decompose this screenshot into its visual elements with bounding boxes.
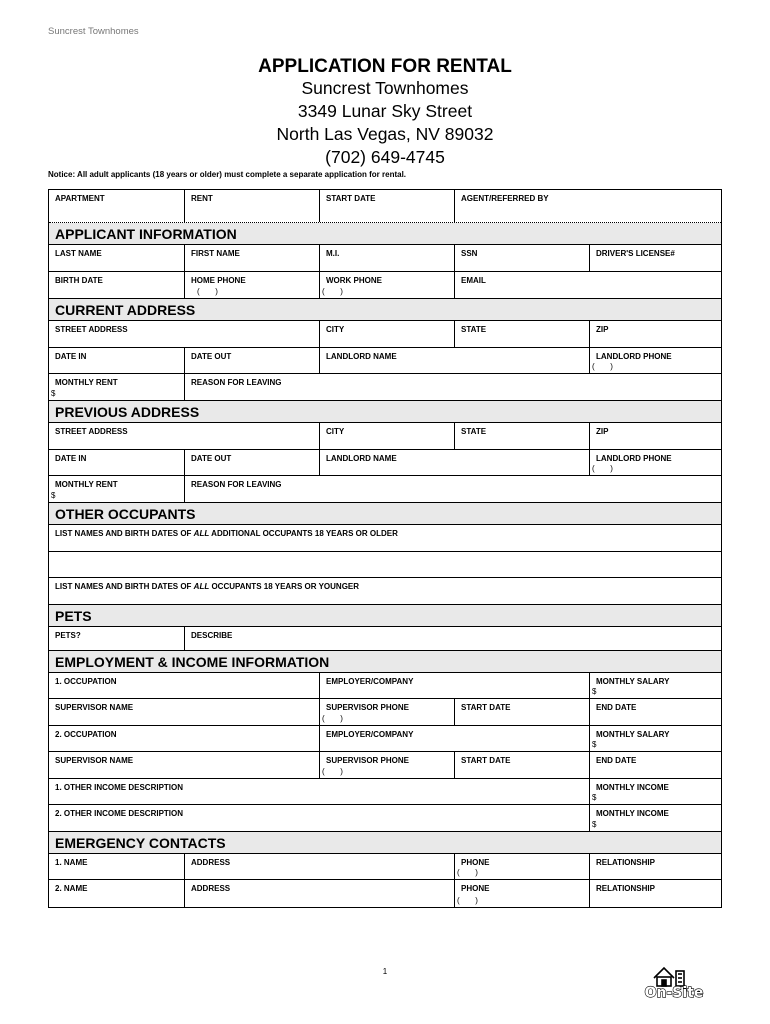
contact2-phone-field[interactable] <box>454 880 589 907</box>
current-street-field[interactable] <box>49 321 319 347</box>
minor-occupants-label: LIST NAMES AND BIRTH DATES OF ALL OCCUPANTS 18 YEARS OR YOUNGER <box>55 582 360 591</box>
section-emergency-contacts <box>49 832 721 854</box>
supervisor-phone-label: SUPERVISOR PHONE <box>326 703 409 712</box>
previous-street-row <box>49 423 721 450</box>
other-income1-row <box>49 779 721 805</box>
section-applicant-information <box>49 223 721 245</box>
previous-date-out-field[interactable] <box>184 450 319 475</box>
supervisor1-field[interactable] <box>49 699 319 725</box>
adult-occupants-label: LIST NAMES AND BIRTH DATES OF ALL ADDITIONAL OCCUPANTS 18 YEARS OR OLDER <box>55 529 398 538</box>
phone-area-code: ( ) <box>457 896 478 905</box>
relationship-label: RELATIONSHIP <box>596 858 655 867</box>
supervisor-phone1-field[interactable] <box>319 699 454 725</box>
occupation-label: 2. OCCUPATION <box>55 730 117 739</box>
describe-label: DESCRIBE <box>191 631 233 640</box>
email-field[interactable] <box>454 272 721 298</box>
previous-city-field[interactable] <box>319 423 454 449</box>
employer-label: EMPLOYER/COMPANY <box>326 677 414 686</box>
first-name-label: FIRST NAME <box>191 249 240 258</box>
start-date-label: START DATE <box>326 194 376 203</box>
supervisor1-row <box>49 699 721 726</box>
street-label: STREET ADDRESS <box>55 427 128 436</box>
rental-application-form <box>48 189 722 908</box>
phone-label: PHONE <box>461 884 490 893</box>
monthly-rent-label: MONTHLY RENT <box>55 378 118 387</box>
page-number: 1 <box>382 967 388 976</box>
name-label: 2. NAME <box>55 884 88 893</box>
current-date-in-field[interactable] <box>49 348 184 373</box>
start-date1-field[interactable] <box>454 699 589 725</box>
current-date-out-field[interactable] <box>184 348 319 373</box>
dollar-sign: $ <box>592 740 597 749</box>
phone-area-code: ( ) <box>592 464 613 473</box>
dollar-sign: $ <box>592 820 597 829</box>
city-label: CITY <box>326 427 345 436</box>
previous-street-field[interactable] <box>49 423 319 449</box>
drivers-license-field[interactable] <box>589 245 721 271</box>
address-label: ADDRESS <box>191 858 231 867</box>
address-label: ADDRESS <box>191 884 231 893</box>
date-in-label: DATE IN <box>55 454 87 463</box>
supervisor-label: SUPERVISOR NAME <box>55 756 134 765</box>
previous-date-in-field[interactable] <box>49 450 184 475</box>
last-name-field[interactable] <box>49 245 184 271</box>
monthly-rent-label: MONTHLY RENT <box>55 480 118 489</box>
section-other-occupants <box>49 503 721 525</box>
monthly-salary-label: MONTHLY SALARY <box>596 730 670 739</box>
notice-text: Notice: All adult applicants (18 years or older) must complete a separate application for rental. <box>48 170 407 179</box>
landlord-name-label: LANDLORD NAME <box>326 454 397 463</box>
end-date1-field[interactable] <box>589 699 721 725</box>
phone-area-code: ( ) <box>592 362 613 371</box>
mi-label: M.I. <box>326 249 340 258</box>
section-previous-address <box>49 401 721 423</box>
occupation2-field[interactable] <box>49 726 319 751</box>
page-title: APPLICATION FOR RENTAL <box>258 56 512 77</box>
monthly-salary-label: MONTHLY SALARY <box>596 677 670 686</box>
phone-area-code: ( ) <box>322 287 343 296</box>
section-pets <box>49 605 721 627</box>
dollar-sign: $ <box>51 491 56 500</box>
section-title: OTHER OCCUPANTS <box>55 506 196 522</box>
on-site-logo <box>644 962 704 1000</box>
date-out-label: DATE OUT <box>191 454 232 463</box>
other-income1-field[interactable] <box>49 779 589 804</box>
employer2-field[interactable] <box>319 726 589 751</box>
zip-label: ZIP <box>596 427 609 436</box>
section-title: APPLICANT INFORMATION <box>55 226 237 242</box>
contact1-phone-field[interactable] <box>454 854 589 879</box>
current-landlord-phone-field[interactable] <box>589 348 721 373</box>
drivers-license-label: DRIVER'S LICENSE# <box>596 249 675 258</box>
home-phone-label: HOME PHONE <box>191 276 246 285</box>
phone-area-code: ( ) <box>322 714 343 723</box>
current-zip-field[interactable] <box>589 321 721 347</box>
section-title: EMERGENCY CONTACTS <box>55 835 226 851</box>
home-phone-field[interactable] <box>184 272 319 298</box>
property-phone: (702) 649-4745 <box>325 147 445 167</box>
monthly-income-label: MONTHLY INCOME <box>596 783 669 792</box>
contact1-address-field[interactable] <box>184 854 454 879</box>
supervisor-phone-label: SUPERVISOR PHONE <box>326 756 409 765</box>
supervisor-phone2-field[interactable] <box>319 752 454 778</box>
landlord-phone-label: LANDLORD PHONE <box>596 454 672 463</box>
relationship-label: RELATIONSHIP <box>596 884 655 893</box>
property-street: 3349 Lunar Sky Street <box>297 101 473 121</box>
emergency-contact2-row <box>49 880 721 907</box>
pets-row <box>49 627 721 651</box>
monthly-income1-field[interactable] <box>589 779 721 804</box>
supervisor2-row <box>49 752 721 779</box>
monthly-income2-field[interactable] <box>589 805 721 831</box>
occupation1-field[interactable] <box>49 673 319 698</box>
current-state-field[interactable] <box>454 321 589 347</box>
current-rent-row <box>49 374 721 401</box>
pets-label: PETS? <box>55 631 81 640</box>
birth-date-field[interactable] <box>49 272 184 298</box>
dollar-sign: $ <box>592 687 597 696</box>
occupation-label: 1. OCCUPATION <box>55 677 117 686</box>
dollar-sign: $ <box>592 793 597 802</box>
house-icon <box>654 968 684 986</box>
agent-field[interactable] <box>454 190 721 222</box>
monthly-income-label: MONTHLY INCOME <box>596 809 669 818</box>
rent-field[interactable] <box>184 190 319 222</box>
previous-state-field[interactable] <box>454 423 589 449</box>
reason-label: REASON FOR LEAVING <box>191 480 282 489</box>
contact1-name-field[interactable] <box>49 854 184 879</box>
rent-label: RENT <box>191 194 213 203</box>
pets-field[interactable] <box>49 627 184 650</box>
last-name-label: LAST NAME <box>55 249 102 258</box>
start-date-label: START DATE <box>461 703 511 712</box>
previous-monthly-rent-field[interactable] <box>49 476 184 502</box>
section-title: PETS <box>55 608 92 624</box>
previous-landlord-name-field[interactable] <box>319 450 589 475</box>
other-income2-row <box>49 805 721 832</box>
landlord-phone-label: LANDLORD PHONE <box>596 352 672 361</box>
adult-occupants-line[interactable] <box>49 552 721 578</box>
reason-label: REASON FOR LEAVING <box>191 378 282 387</box>
phone-area-code: ( ) <box>322 767 343 776</box>
applicant-contact-row <box>49 272 721 299</box>
previous-reason-field[interactable] <box>184 476 721 502</box>
end-date-label: END DATE <box>596 756 637 765</box>
unit-row <box>49 190 721 223</box>
dollar-sign: $ <box>51 389 56 398</box>
current-city-field[interactable] <box>319 321 454 347</box>
zip-label: ZIP <box>596 325 609 334</box>
start-date2-field[interactable] <box>454 752 589 778</box>
previous-rent-row <box>49 476 721 503</box>
property-name: Suncrest Townhomes <box>301 78 469 98</box>
city-label: CITY <box>326 325 345 334</box>
street-label: STREET ADDRESS <box>55 325 128 334</box>
phone-area-code: ( ) <box>197 287 218 296</box>
phone-area-code: ( ) <box>457 868 478 877</box>
current-reason-field[interactable] <box>184 374 721 400</box>
other-income-label: 2. OTHER INCOME DESCRIPTION <box>55 809 184 818</box>
state-label: STATE <box>461 427 487 436</box>
current-street-row <box>49 321 721 348</box>
previous-landlord-phone-field[interactable] <box>589 450 721 475</box>
contact1-relationship-field[interactable] <box>589 854 721 879</box>
monthly-salary2-field[interactable] <box>589 726 721 751</box>
current-landlord-name-field[interactable] <box>319 348 589 373</box>
contact2-relationship-field[interactable] <box>589 880 721 907</box>
current-monthly-rent-field[interactable] <box>49 374 184 400</box>
employer-label: EMPLOYER/COMPANY <box>326 730 414 739</box>
birth-date-label: BIRTH DATE <box>55 276 103 285</box>
occupation2-row <box>49 726 721 752</box>
section-title: CURRENT ADDRESS <box>55 302 196 318</box>
work-phone-label: WORK PHONE <box>326 276 382 285</box>
section-current-address <box>49 299 721 321</box>
section-title: EMPLOYMENT & INCOME INFORMATION <box>55 654 330 670</box>
pets-describe-field[interactable] <box>184 627 721 650</box>
mi-field[interactable] <box>319 245 454 271</box>
emergency-contact1-row <box>49 854 721 880</box>
previous-zip-field[interactable] <box>589 423 721 449</box>
applicant-name-row <box>49 245 721 272</box>
other-income2-field[interactable] <box>49 805 589 831</box>
supervisor-label: SUPERVISOR NAME <box>55 703 134 712</box>
email-label: EMAIL <box>461 276 486 285</box>
employer1-field[interactable] <box>319 673 589 698</box>
contact2-name-field[interactable] <box>49 880 184 907</box>
start-date-field[interactable] <box>319 190 454 222</box>
header-label: Suncrest Townhomes <box>48 26 139 37</box>
phone-label: PHONE <box>461 858 490 867</box>
occupation1-row <box>49 673 721 699</box>
ssn-field[interactable] <box>454 245 589 271</box>
state-label: STATE <box>461 325 487 334</box>
section-title: PREVIOUS ADDRESS <box>55 404 200 420</box>
current-dates-row <box>49 348 721 374</box>
section-employment <box>49 651 721 673</box>
supervisor2-field[interactable] <box>49 752 319 778</box>
other-income-label: 1. OTHER INCOME DESCRIPTION <box>55 783 184 792</box>
landlord-name-label: LANDLORD NAME <box>326 352 397 361</box>
first-name-field[interactable] <box>184 245 319 271</box>
end-date-label: END DATE <box>596 703 637 712</box>
date-in-label: DATE IN <box>55 352 87 361</box>
name-label: 1. NAME <box>55 858 88 867</box>
apartment-label: APARTMENT <box>55 194 105 203</box>
date-out-label: DATE OUT <box>191 352 232 361</box>
end-date2-field[interactable] <box>589 752 721 778</box>
start-date-label: START DATE <box>461 756 511 765</box>
property-city: North Las Vegas, NV 89032 <box>276 124 494 144</box>
apartment-field[interactable] <box>49 190 184 222</box>
work-phone-field[interactable] <box>319 272 454 298</box>
ssn-label: SSN <box>461 249 478 258</box>
minor-occupants-row[interactable] <box>49 578 721 605</box>
monthly-salary1-field[interactable] <box>589 673 721 698</box>
logo-text: On-Site <box>644 985 704 1000</box>
adult-occupants-row[interactable] <box>49 525 721 552</box>
agent-label: AGENT/REFERRED BY <box>461 194 549 203</box>
previous-dates-row <box>49 450 721 476</box>
contact2-address-field[interactable] <box>184 880 454 907</box>
